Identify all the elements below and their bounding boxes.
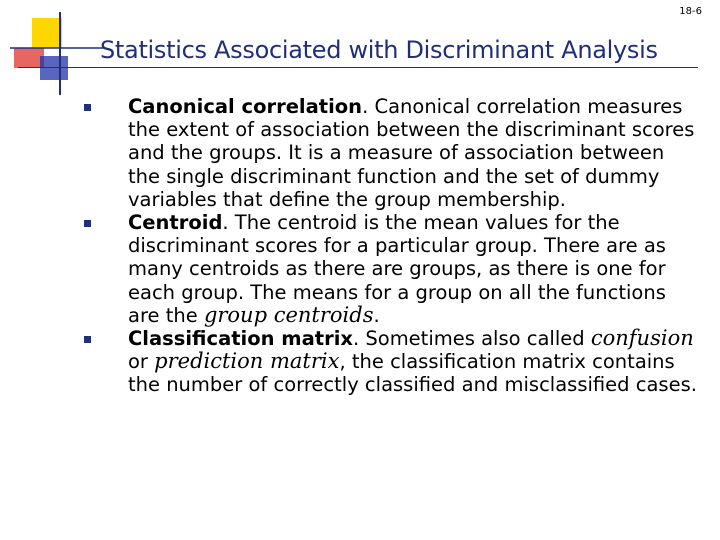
square-bullet-icon <box>84 220 91 227</box>
bullet-term: Classification matrix <box>128 327 353 351</box>
bullet-list <box>82 95 702 397</box>
bullet-canonical-correlation <box>82 95 702 211</box>
bullet-text: . Sometimes also called <box>352 327 591 351</box>
bullet-italic-term: group centroids <box>203 302 374 327</box>
title-divider <box>18 67 698 68</box>
bullet-italic-term: confusion <box>590 326 694 351</box>
bullet-text: . The centroid is the mean values for the discriminant scores for a particular group. There are as many centroids as there are groups, as there is one for each group. The means for a group on all the functions are the <box>128 211 666 327</box>
slide-title: Statistics Associated with Discriminant Analysis <box>100 36 658 64</box>
slide-number: 18-6 <box>679 6 702 17</box>
bullet-text-end: . <box>373 303 380 327</box>
bullet-italic-term: prediction matrix <box>154 349 340 374</box>
bullet-classification-matrix <box>82 327 702 397</box>
bullet-text: . Canonical correlation measures the extent of association between the discriminant scores and the groups. It is a measure of association between the single discriminant function and the set of dummy variables that define the group membership. <box>128 95 695 211</box>
bullet-term: Canonical correlation <box>128 95 363 118</box>
bullet-text-mid: or <box>128 350 155 374</box>
square-bullet-icon <box>84 104 91 111</box>
bullet-centroid <box>82 211 702 327</box>
square-bullet-icon <box>84 336 91 343</box>
bullet-text-end: , the classification matrix contains the number of correctly classified and misclassified cases. <box>128 350 697 397</box>
corner-decoration <box>0 0 110 100</box>
bullet-term: Centroid <box>128 211 223 235</box>
